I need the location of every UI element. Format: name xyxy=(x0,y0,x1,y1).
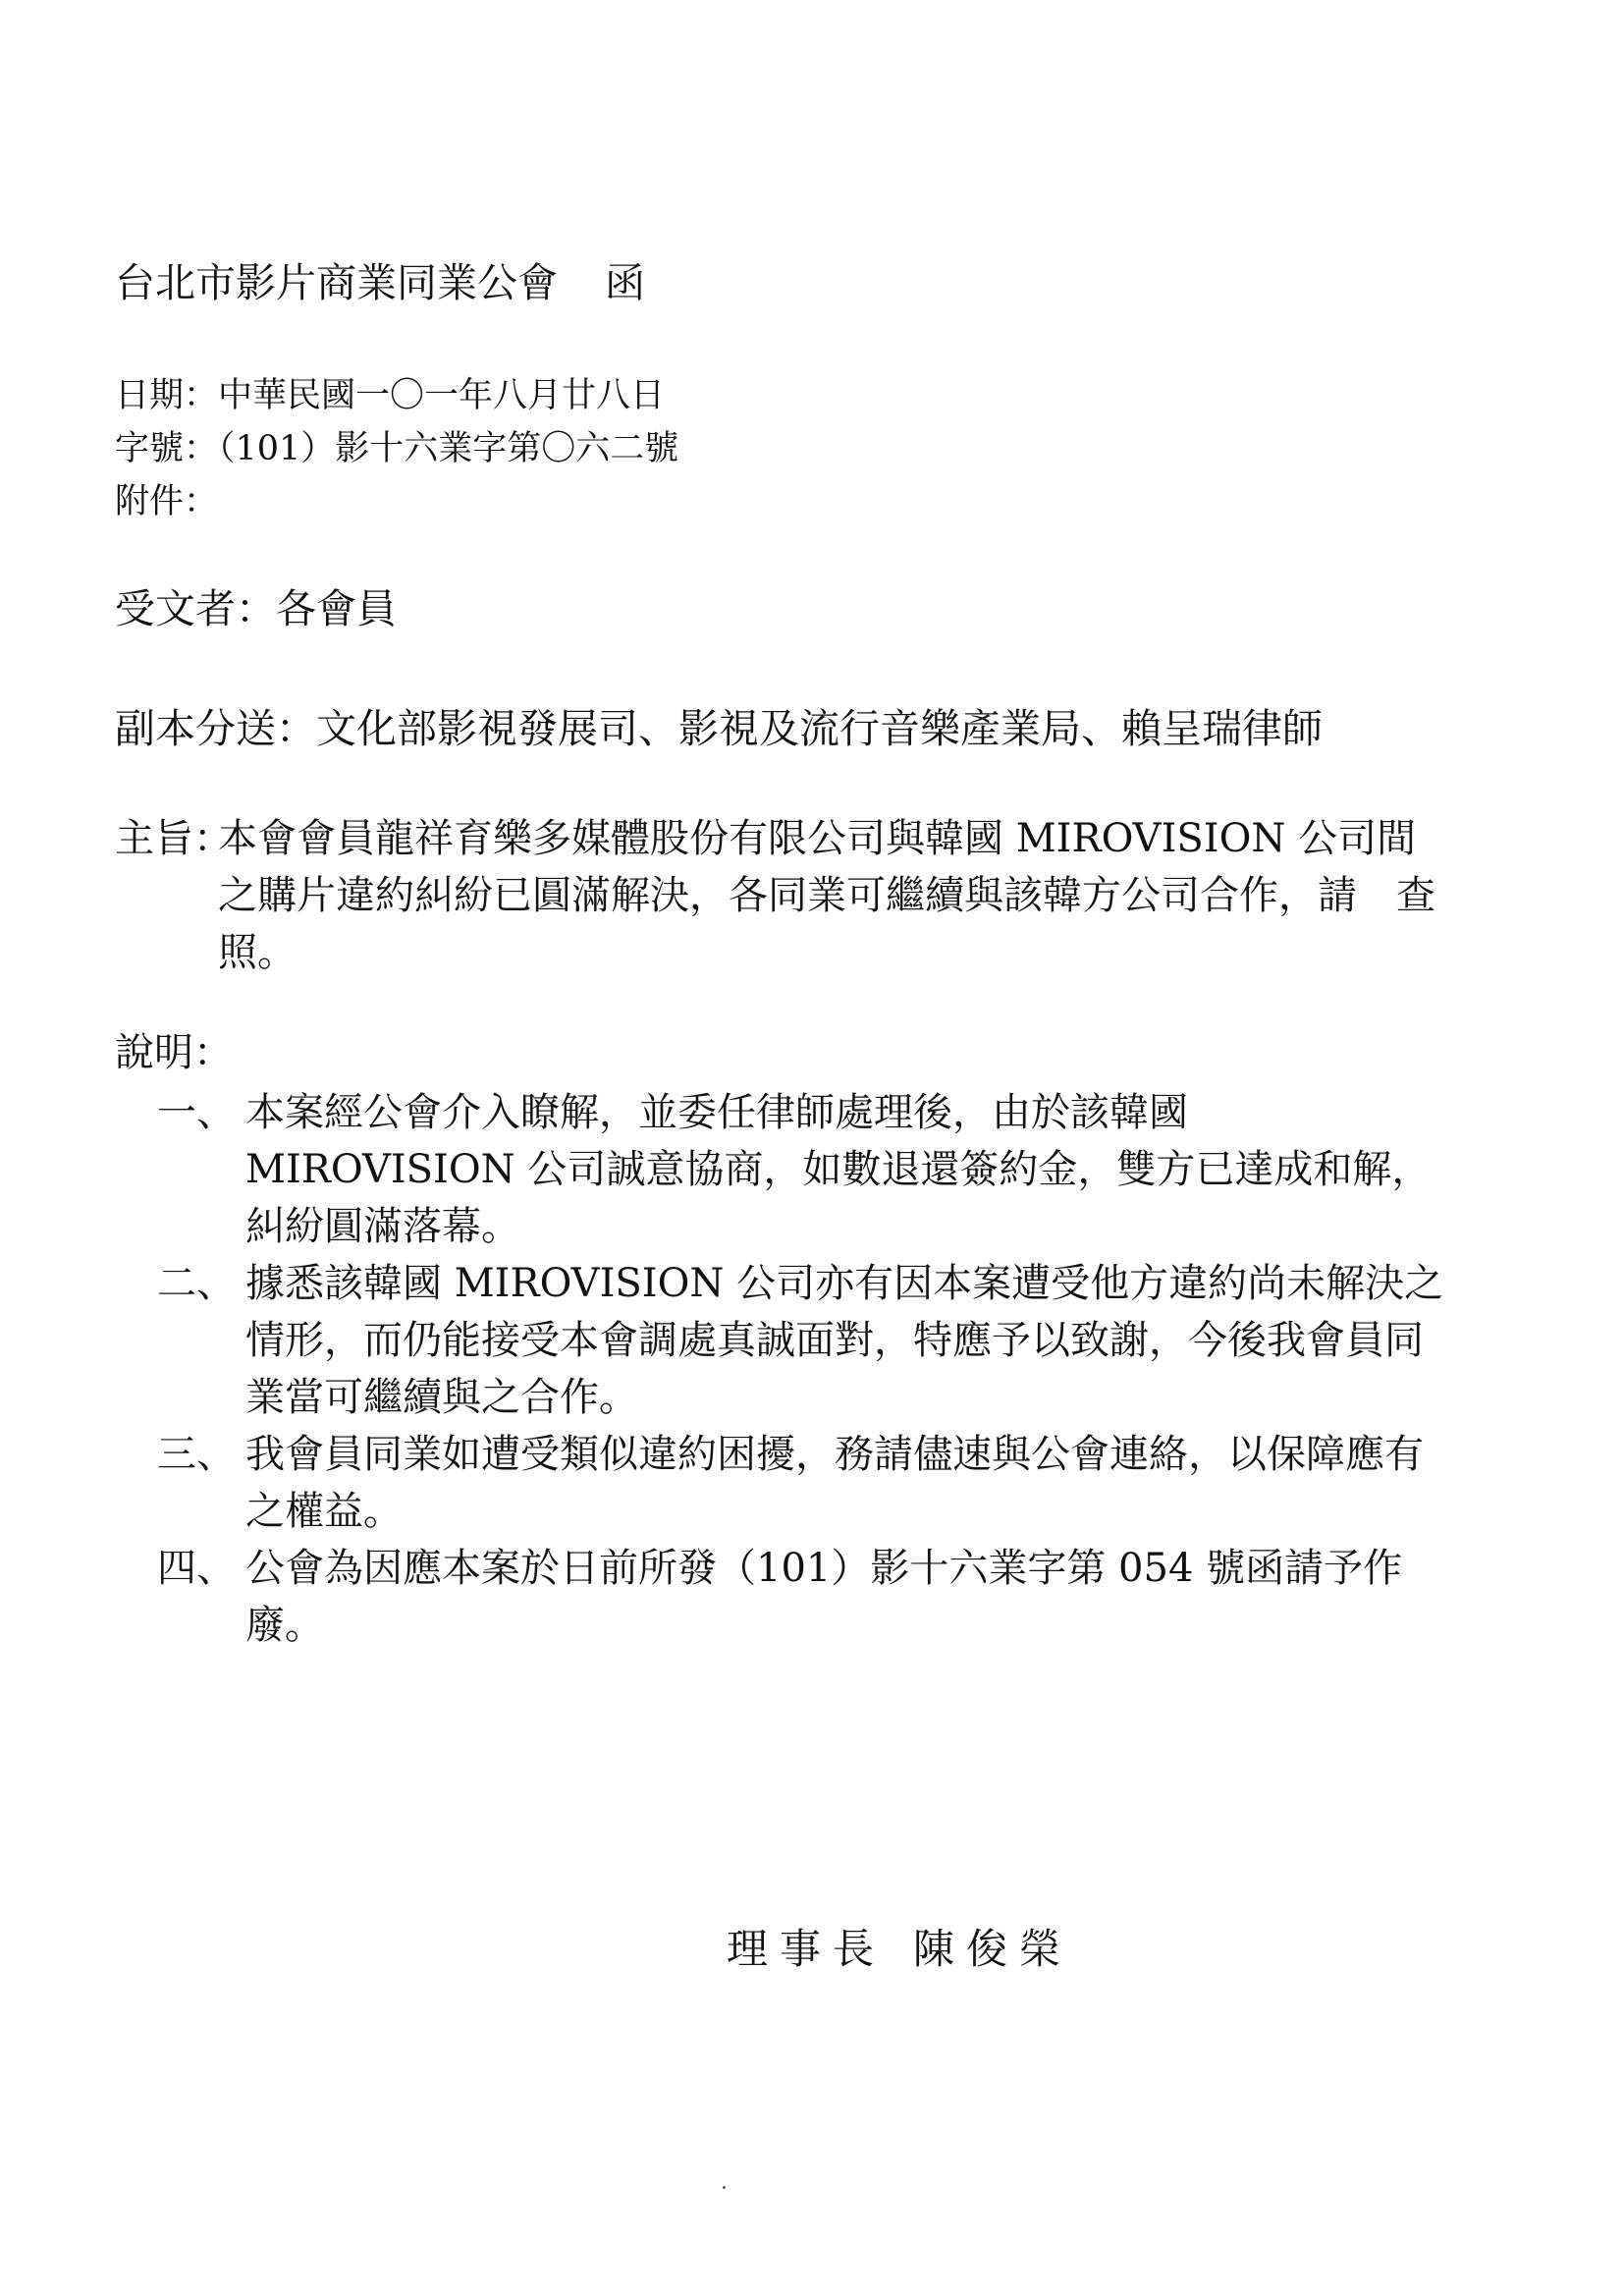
explanation-item xyxy=(157,1540,1453,1654)
item-number: 三、 xyxy=(157,1432,236,1477)
copy-distribution-line: 副本分送：文化部影視發展司、影視及流行音樂產業局、賴呈瑞律師 xyxy=(115,705,1323,752)
subject-text: 本會會員龍祥育樂多媒體股份有限公司與韓國 MIROVISION 公司間之購片違約糾紛已圓滿解決，各同業可繼續與該韓方公司合作，請 查照。 xyxy=(218,816,1435,975)
item-number: 二、 xyxy=(157,1261,236,1306)
explanation-item xyxy=(157,1426,1453,1540)
item-text: 據悉該韓國 MIROVISION 公司亦有因本案遭受他方違約尚未解決之情形，而仍能接受本會調處真誠面對，特應予以致謝，今後我會員同業當可繼續與之合作。 xyxy=(245,1261,1444,1420)
reference-number-line: 字號：（101）影十六業字第〇六二號 xyxy=(115,429,679,468)
explanation-item xyxy=(157,1255,1453,1426)
item-text: 我會員同業如遭受類似違約困擾，務請儘速與公會連絡，以保障應有之權益。 xyxy=(245,1432,1424,1534)
document-meta xyxy=(115,369,678,528)
item-number: 一、 xyxy=(157,1090,236,1135)
document-type: 函 xyxy=(605,259,645,306)
date-line: 日期：中華民國一〇一年八月廿八日 xyxy=(115,376,666,415)
organization-name: 台北市影片商業同業公會 xyxy=(115,259,558,306)
subject-label: 主旨： xyxy=(115,816,233,861)
signatory-name: 陳俊榮 xyxy=(913,1925,1073,1973)
signatory-title: 理事長 xyxy=(727,1925,887,1973)
signature-block xyxy=(727,1920,1072,1979)
attachment-line: 附件： xyxy=(115,482,219,521)
explanation-item xyxy=(157,1084,1453,1255)
page-mark xyxy=(723,2186,726,2189)
item-text: 公會為因應本案於日前所發（101）影十六業字第 054 號函請予作廢。 xyxy=(245,1546,1403,1648)
item-number: 四、 xyxy=(157,1546,236,1591)
explanation-label: 說明： xyxy=(115,1030,233,1075)
explanation-list xyxy=(157,1084,1453,1654)
subject-section xyxy=(115,810,1450,981)
recipient-line: 受文者：各會員 xyxy=(115,585,397,632)
letter-heading xyxy=(115,253,645,312)
item-text: 本案經公會介入瞭解，並委任律師處理後，由於該韓國 MIROVISION 公司誠意協商，如數退還簽約金，雙方已達成和解，糾紛圓滿落幕。 xyxy=(245,1090,1432,1249)
